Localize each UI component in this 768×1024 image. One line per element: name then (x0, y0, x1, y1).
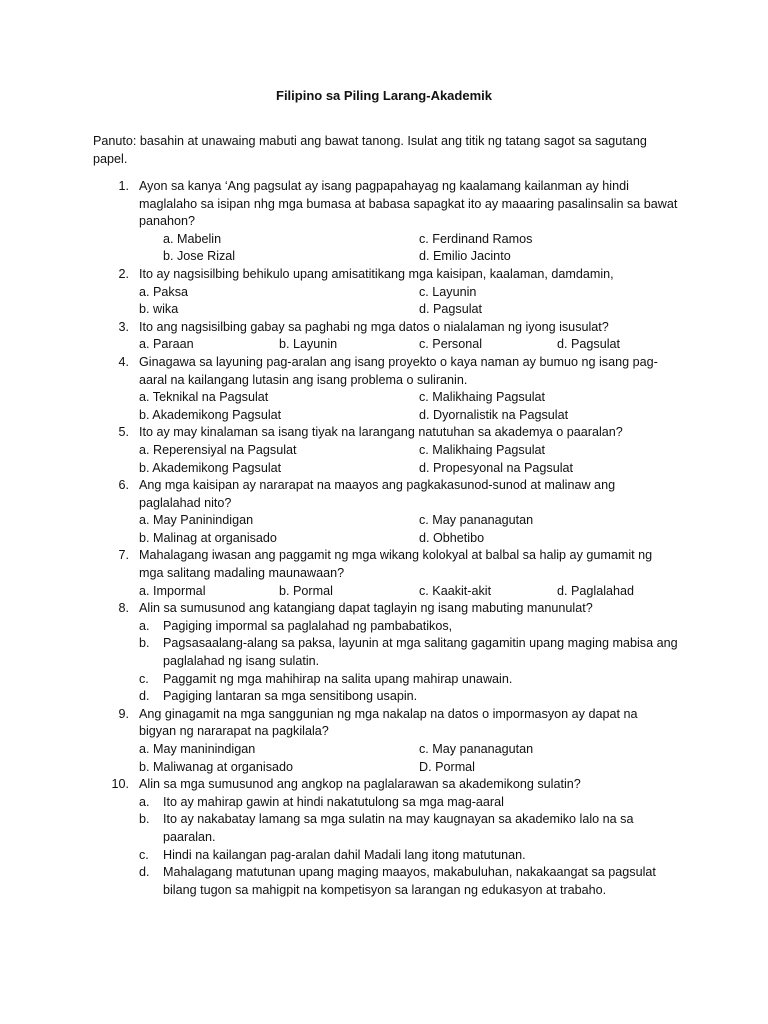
option-row (139, 583, 678, 601)
option-a-row (139, 618, 678, 636)
question-9 (93, 706, 678, 776)
question-number: 6. (118, 478, 129, 493)
question-text: Ang ginagamit na mga sanggunian ng mga nakalap na datos o impormasyon ay dapat na bigyan ng nararapat na pagkilala? (139, 706, 638, 739)
option-letter: b. (139, 636, 150, 651)
option-d-row (139, 864, 678, 899)
question-5 (93, 424, 678, 477)
option-a: Pagiging impormal sa paglalahad ng pambabatikos, (163, 618, 453, 633)
question-number: 4. (118, 354, 129, 369)
option-letter: c. (139, 671, 149, 686)
option-a: a. Paksa (139, 284, 189, 299)
option-row (139, 530, 678, 548)
question-text: Ginagawa sa layuning pag-aralan ang isang proyekto o kaya naman ay bumuo ng isang pag-aaral na kailangang lutasin ang isang problema o suliranin. (139, 354, 658, 387)
option-d: d. Pagsulat (419, 302, 483, 317)
option-c: c. Malikhaing Pagsulat (419, 442, 546, 457)
option-c: c. Kaakit-akit (419, 583, 492, 598)
option-a: Ito ay mahirap gawin at hindi nakatutulong sa mga mag-aaral (163, 794, 504, 809)
option-c: Paggamit ng mga mahihirap na salita upang mahirap unawain. (163, 671, 513, 686)
option-letter: d. (139, 689, 150, 704)
question-number: 9. (118, 706, 129, 721)
option-row (139, 389, 678, 407)
question-number: 8. (118, 601, 129, 616)
option-b: b. Pormal (279, 583, 333, 598)
option-a: a. Reperensiyal na Pagsulat (139, 442, 297, 457)
question-6 (93, 477, 678, 547)
question-8 (93, 600, 678, 706)
question-3 (93, 319, 678, 354)
option-row (139, 407, 678, 425)
option-d: d. Propesyonal na Pagsulat (419, 460, 574, 475)
option-b: b. Jose Rizal (163, 249, 236, 264)
option-letter: d. (139, 865, 150, 880)
instructions: Panuto: basahin at unawaing mabuti ang bawat tanong. Isulat ang titik ng tatang sagot sa sagutang papel. (93, 134, 647, 166)
option-c: c. Personal (419, 337, 482, 352)
option-row (139, 336, 678, 354)
option-d: d. Obhetibo (419, 530, 485, 545)
option-b-row (139, 811, 678, 846)
option-a: a. Paraan (139, 337, 194, 352)
option-a: a. Impormal (139, 583, 206, 598)
option-d: d. Emilio Jacinto (419, 249, 511, 264)
option-letter: b. (139, 812, 150, 827)
question-text: Mahalagang iwasan ang paggamit ng mga wikang kolokyal at balbal sa halip ay gumamit ng mga salitang madaling maunawaan? (139, 548, 653, 581)
option-letter: a. (139, 618, 150, 633)
option-c: c. May pananagutan (419, 742, 534, 756)
question-number: 7. (118, 548, 129, 563)
option-d: d. Paglalahad (557, 583, 635, 598)
option-d: d. Pagsulat (557, 337, 621, 352)
option-d-row (139, 688, 678, 706)
option-row (139, 248, 678, 266)
question-number: 2. (118, 266, 129, 281)
option-b: b. wika (139, 302, 179, 317)
question-text: Ito ay may kinalaman sa isang tiyak na larangang natutuhan sa akademya o paaralan? (139, 425, 623, 440)
option-b: b. Maliwanag at organisado (139, 759, 294, 774)
option-c: Hindi na kailangan pag-aralan dahil Madali lang itong matutunan. (163, 847, 526, 862)
option-row (139, 741, 678, 759)
option-d: Pagiging lantaran sa mga sensitibong usapin. (163, 689, 418, 704)
option-c: c. May pananagutan (419, 513, 534, 528)
option-b-row (139, 635, 678, 670)
option-letter: c. (139, 847, 149, 862)
option-row (139, 301, 678, 319)
option-row (139, 460, 678, 478)
option-a: a. Teknikal na Pagsulat (139, 390, 269, 405)
question-number: 5. (118, 425, 129, 440)
option-d: Mahalagang matutunan upang maging maayos, makabuluhan, nakakaangat sa pagsulat bilang tugon sa mahigpit na kompetisyon sa larangan ng edukasyon at trabaho. (163, 865, 656, 897)
option-c: c. Layunin (419, 284, 477, 299)
question-text: Ito ay nagsisilbing behikulo upang amisatitikang mga kaisipan, kaalaman, damdamin, (139, 266, 614, 281)
option-c: c. Ferdinand Ramos (419, 231, 533, 246)
option-d: D. Pormal (419, 759, 475, 774)
option-letter: a. (139, 794, 150, 809)
question-text: Alin sa sumusunod ang katangiang dapat taglayin ng isang mabuting manunulat? (139, 601, 593, 616)
option-c-row (139, 671, 678, 689)
question-1 (93, 178, 678, 266)
option-a-row (139, 794, 678, 812)
option-row (139, 231, 678, 249)
question-number: 1. (118, 179, 129, 193)
option-b: Ito ay nakabatay lamang sa mga sulatin na may kaugnayan sa akademiko lalo na sa paaralan. (163, 812, 634, 844)
question-number: 3. (118, 319, 129, 334)
question-4 (93, 354, 678, 424)
option-b: b. Akademikong Pagsulat (139, 407, 282, 422)
option-c: c. Malikhaing Pagsulat (419, 390, 546, 405)
question-text: Ang mga kaisipan ay nararapat na maayos ang pagkakasunod-sunod at malinaw ang paglalahad nito? (139, 478, 616, 510)
option-d: d. Dyornalistik na Pagsulat (419, 407, 569, 422)
question-text: Ayon sa kanya ‘Ang pagsulat ay isang pagpapahayag ng kaalamang kailanman ay hindi maglalaho sa isipan nhg mga bumasa at babasa sapagkat ito ay maaaring pasalinsalin sa bawat panahon? (139, 179, 678, 229)
question-7 (93, 547, 678, 600)
option-b: Pagsasaalang-alang sa paksa, layunin at mga salitang gagamitin upang maging mabisa ang paglalahad ng isang sulatin. (163, 636, 678, 669)
option-row (139, 759, 678, 777)
option-row (139, 512, 678, 530)
question-text: Alin sa mga sumusunod ang angkop na paglalarawan sa akademikong sulatin? (139, 777, 581, 792)
option-row (139, 442, 678, 460)
question-2 (93, 266, 678, 319)
question-number: 10. (111, 777, 129, 792)
document-title: Filipino sa Piling Larang-Akademik (276, 88, 492, 103)
option-row (139, 284, 678, 302)
option-a: a. May maninindigan (139, 742, 256, 756)
option-a: a. Mabelin (163, 231, 222, 246)
option-c-row (139, 847, 678, 865)
question-10 (93, 776, 678, 899)
option-b: b. Malinag at organisado (139, 530, 277, 545)
option-b: b. Layunin (279, 337, 338, 352)
option-b: b. Akademikong Pagsulat (139, 460, 282, 475)
question-text: Ito ang nagsisilbing gabay sa paghabi ng mga datos o nialalaman ng iyong isusulat? (139, 319, 609, 334)
question-list (93, 178, 678, 899)
option-a: a. May Paninindigan (139, 513, 254, 528)
